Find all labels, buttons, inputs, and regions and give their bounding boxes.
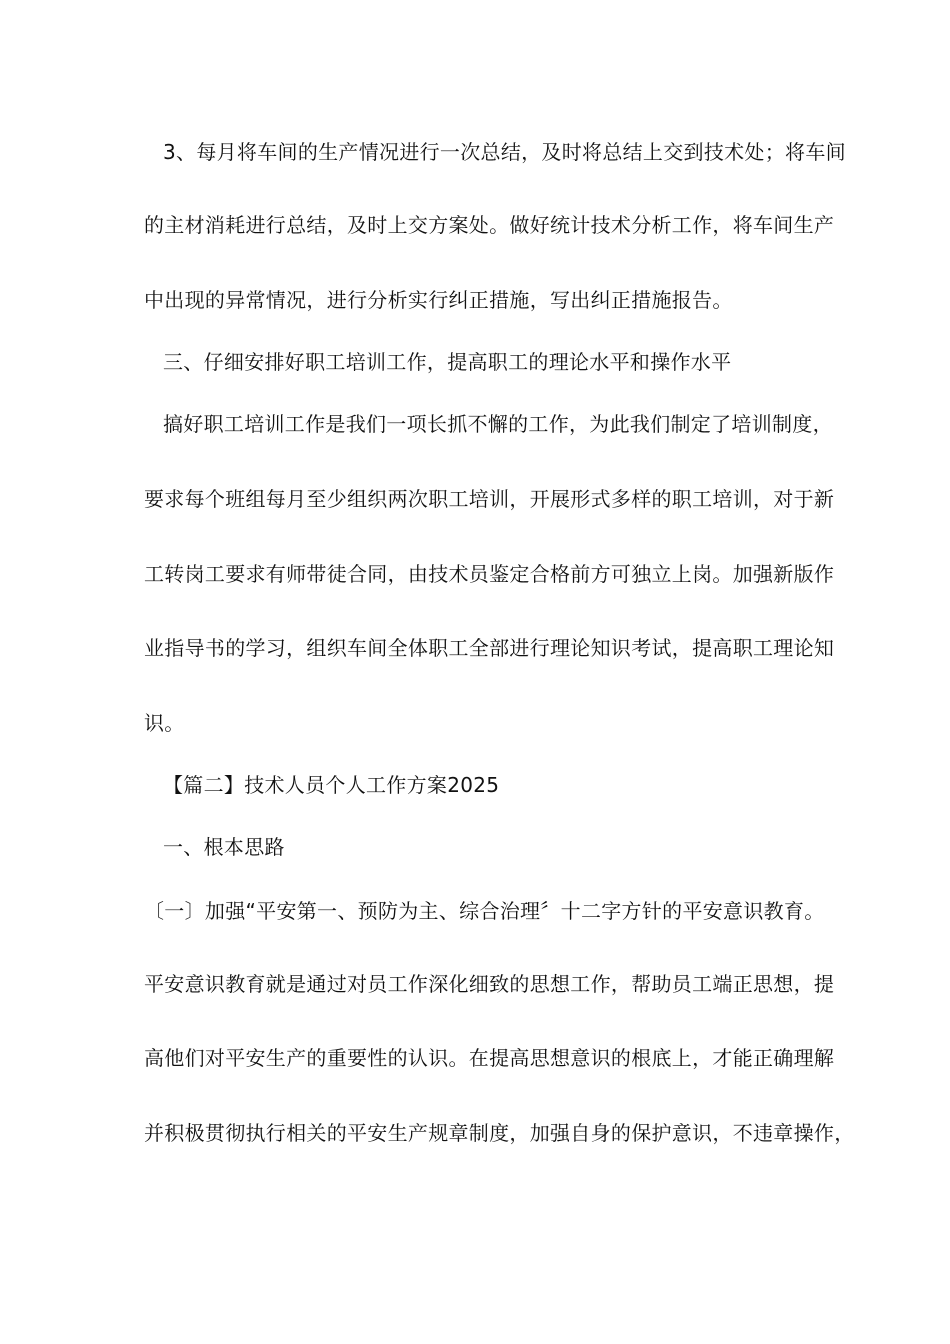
- paragraph-line-1: 3、每月将车间的生产情况进行一次总结，及时将总结上交到技术处；将车间: [163, 140, 846, 164]
- paragraph-line-3: 中出现的异常情况，进行分析实行纠正措施，写出纠正措施报告。: [144, 288, 733, 312]
- paragraph-line-5: 要求每个班组每月至少组织两次职工培训，开展形式多样的职工培训，对于新: [144, 487, 835, 511]
- section-heading-3: 三、仔细安排好职工培训工作，提高职工的理论水平和操作水平: [163, 350, 732, 374]
- paragraph-line-10: 高他们对平安生产的重要性的认识。在提高思想意识的根底上，才能正确理解: [144, 1046, 835, 1070]
- paragraph-line-8: 识。: [144, 711, 185, 735]
- paragraph-line-6: 工转岗工要求有师带徒合同，由技术员鉴定合格前方可独立上岗。加强新版作: [144, 562, 835, 586]
- subsection-heading-1: 〔一〕加强“平安第一、预防为主、综合治理〞十二字方针的平安意识教育。: [144, 899, 825, 923]
- paragraph-line-7: 业指导书的学习，组织车间全体职工全部进行理论知识考试，提高职工理论知: [144, 636, 835, 660]
- paragraph-line-2: 的主材消耗进行总结，及时上交方案处。做好统计技术分析工作，将车间生产: [144, 213, 835, 237]
- paragraph-line-11: 并积极贯彻执行相关的平安生产规章制度，加强自身的保护意识，不违章操作，: [144, 1121, 855, 1145]
- article-title: 【篇二】技术人员个人工作方案2025: [163, 773, 500, 797]
- paragraph-line-9: 平安意识教育就是通过对员工作深化细致的思想工作，帮助员工端正思想，提: [144, 972, 835, 996]
- paragraph-line-4: 搞好职工培训工作是我们一项长抓不懈的工作，为此我们制定了培训制度，: [163, 412, 833, 436]
- section-heading-1: 一、根本思路: [163, 835, 285, 859]
